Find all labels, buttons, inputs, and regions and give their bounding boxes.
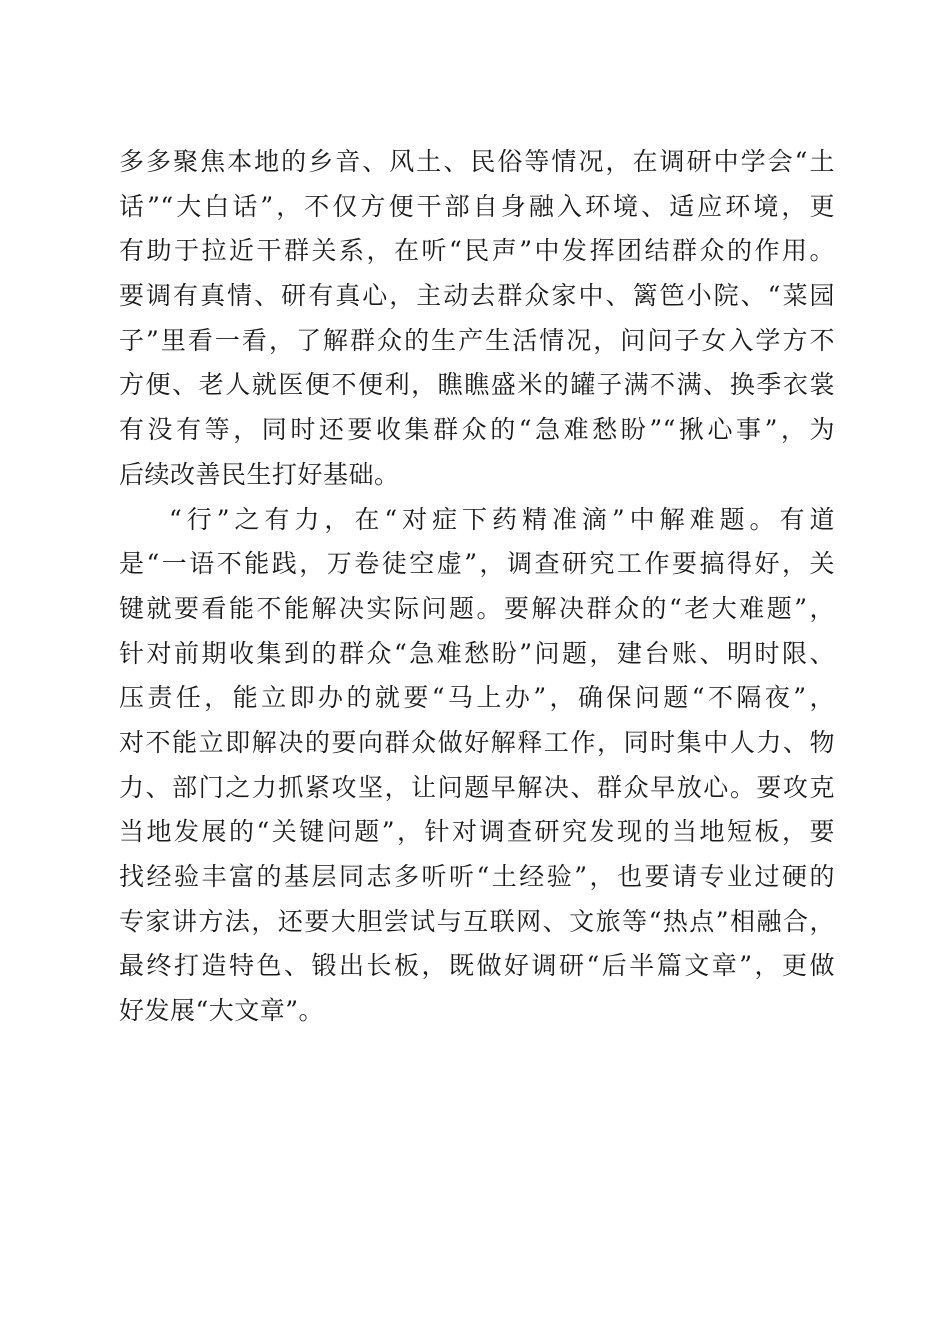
text-line: 是“一语不能践，万卷徒空虚”，调查研究工作要搞得好，关 xyxy=(119,549,835,579)
text-line: 最终打造特色、锻出长板，既做好调研“后半篇文章”，更做 xyxy=(119,951,835,981)
text-line: 要调有真情、研有真心，主动去群众家中、篱笆小院、“菜园 xyxy=(119,281,835,311)
text-line: 键就要看能不能解决实际问题。要解决群众的“老大难题”， xyxy=(119,593,835,623)
text-line: 找经验丰富的基层同志多听听“土经验”，也要请专业过硬的 xyxy=(119,862,835,891)
text-line: 后续改善民生打好基础。 xyxy=(119,459,400,489)
text-line: 对不能立即解决的要向群众做好解释工作，同时集中人力、物 xyxy=(119,727,835,757)
text-line: 专家讲方法，还要大胆尝试与互联网、文旅等“热点”相融合， xyxy=(119,906,835,936)
text-line: 压责任，能立即办的就要“马上办”，确保问题“不隔夜”， xyxy=(119,683,835,713)
text-line: 好发展“大文章”。 xyxy=(119,996,325,1026)
text-line: “行”之有力，在“对症下药精准滴”中解难题。有道 xyxy=(169,504,835,534)
text-line: 子”里看一看，了解群众的生产生活情况，问问子女入学方不 xyxy=(119,325,835,355)
text-line: 话”“大白话”，不仅方便干部自身融入环境、适应环境，更 xyxy=(119,191,835,221)
text-line: 当地发展的“关键问题”，针对调查研究发现的当地短板，要 xyxy=(119,817,835,847)
text-line: 多多聚焦本地的乡音、风土、民俗等情况，在调研中学会“土 xyxy=(119,147,835,176)
text-line: 有助于拉近干群关系，在听“民声”中发挥团结群众的作用。 xyxy=(119,236,835,266)
text-line: 针对前期收集到的群众“急难愁盼”问题，建台账、明时限、 xyxy=(119,638,835,668)
text-line: 力、部门之力抓紧攻坚，让问题早解决、群众早放心。要攻克 xyxy=(119,772,835,802)
paragraph-2 xyxy=(119,498,835,1034)
text-line: 有没有等，同时还要收集群众的“急难愁盼”“揪心事”，为 xyxy=(119,415,835,445)
text-line: 方便、老人就医便不便利，瞧瞧盛米的罐子满不满、换季衣裳 xyxy=(119,370,835,400)
paragraph-1 xyxy=(119,140,835,498)
document-body xyxy=(119,140,835,1034)
